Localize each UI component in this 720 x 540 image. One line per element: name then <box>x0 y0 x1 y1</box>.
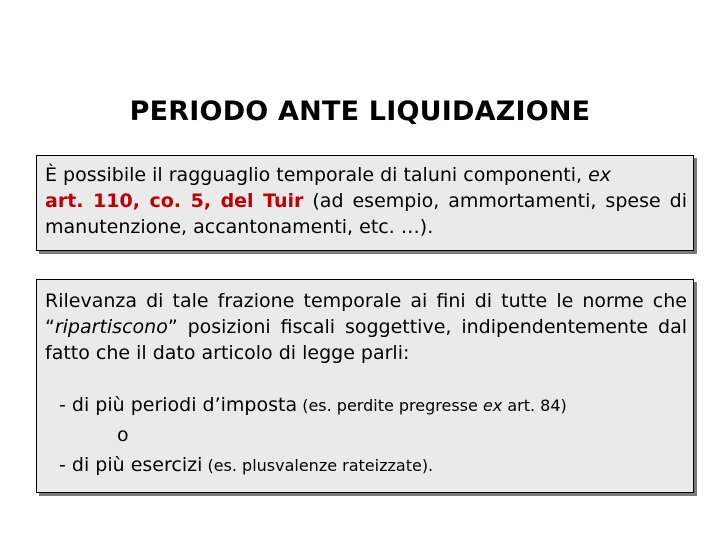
ragguaglio-paragraph <box>45 162 687 240</box>
ripartiscono-italic: ripartiscono <box>54 316 168 338</box>
info-box-ragguaglio <box>36 155 694 251</box>
periodi-text: - di più periodi d’imposta <box>59 394 298 416</box>
ex-italic: ex <box>588 164 612 186</box>
periodi-note-end: art. 84) <box>502 396 567 415</box>
article-reference: art. 110, co. 5, del Tuir <box>45 190 304 212</box>
rilevanza-text-start: Rilevanza di tale frazione temporale ai fini di tutte le norme che “ <box>45 290 687 338</box>
esercizi-note: (es. plusvalenze rateizzate). <box>202 456 434 475</box>
page-title: PERIODO ANTE LIQUIDAZIONE <box>129 96 591 127</box>
list-item-esercizi <box>59 452 433 479</box>
info-box-rilevanza <box>36 279 694 493</box>
rilevanza-paragraph <box>45 288 687 366</box>
periodi-note-start: (es. perdite pregresse <box>297 396 483 415</box>
ragguaglio-text-start: È possibile il ragguaglio temporale di taluni componenti, <box>45 164 589 186</box>
ragguaglio-text-end: (ad esempio, ammortamenti, spese di manutenzione, accantonamenti, etc. …). <box>45 190 687 238</box>
rilevanza-text-end: ” posizioni fiscali soggettive, indipendentemente dal fatto che il dato articolo di legge parli: <box>45 316 687 364</box>
periodi-note-ex: ex <box>482 396 503 415</box>
or-separator: o <box>117 424 129 446</box>
list-item-periodi <box>59 392 567 419</box>
esercizi-text: - di più esercizi <box>59 454 203 476</box>
